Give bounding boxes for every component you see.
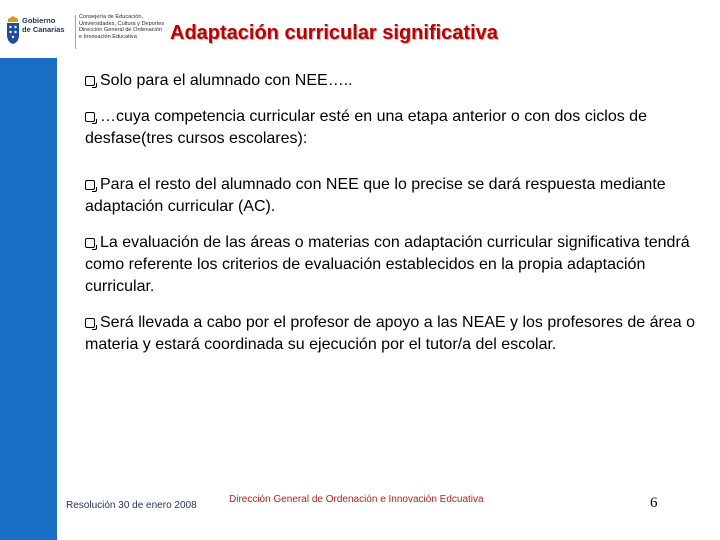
government-logo bbox=[6, 13, 165, 51]
bullet-box-icon bbox=[85, 76, 95, 86]
bullet-box-icon bbox=[85, 112, 95, 122]
bullet-item bbox=[85, 232, 705, 298]
logo-dept-line-2: Universidades, Cultura y Deportes bbox=[79, 20, 165, 27]
logo-dept-line-3: Dirección General de Ordenación bbox=[79, 27, 163, 34]
left-accent-bar bbox=[0, 58, 57, 540]
footer-resolution: Resolución 30 de enero 2008 bbox=[66, 500, 197, 511]
bullet-box-icon bbox=[85, 238, 95, 248]
bullet-item bbox=[85, 106, 705, 150]
logo-dept-line-1: Consejería de Educación, bbox=[79, 14, 144, 20]
bullet-text: …cuya competencia curricular esté en una etapa anterior o con dos ciclos de desfase(tres cursos escolares): bbox=[85, 108, 647, 147]
bullet-box-icon bbox=[85, 318, 95, 328]
bullet-box-icon bbox=[85, 180, 95, 190]
footer-directorate: Dirección General de Ordenación e Innovación Edcuativa bbox=[229, 494, 484, 505]
bullet-item bbox=[85, 70, 705, 92]
slide-title: Adaptación curricular significativa bbox=[170, 22, 498, 44]
logo-divider bbox=[75, 15, 76, 49]
logo-emblem bbox=[6, 13, 70, 51]
logo-name-line-2: de Canarias bbox=[22, 25, 65, 34]
bullet-text: La evaluación de las áreas o materias con adaptación curricular significativa tendrá como referente los criterios de evaluación establecidos en la propia adaptación curricular. bbox=[85, 234, 690, 295]
coat-of-arms-icon bbox=[6, 15, 20, 45]
bullet-text: Para el resto del alumnado con NEE que lo precise se dará respuesta mediante adaptación curricular (AC). bbox=[85, 176, 666, 215]
logo-name-line-1: Gobierno bbox=[22, 16, 56, 25]
bullet-item bbox=[85, 174, 705, 218]
page-number: 6 bbox=[650, 495, 658, 511]
logo-department bbox=[79, 14, 165, 40]
bullet-text: Será llevada a cabo por el profesor de apoyo a las NEAE y los profesores de área o materia y estará coordinada su ejecución por el tutor/a del escolar. bbox=[85, 314, 696, 353]
logo-dept-line-4: e Innovación Educativa bbox=[79, 33, 137, 40]
bullet-text: Solo para el alumnado con NEE….. bbox=[100, 72, 353, 89]
bullet-list bbox=[85, 70, 705, 370]
bullet-item bbox=[85, 312, 705, 356]
